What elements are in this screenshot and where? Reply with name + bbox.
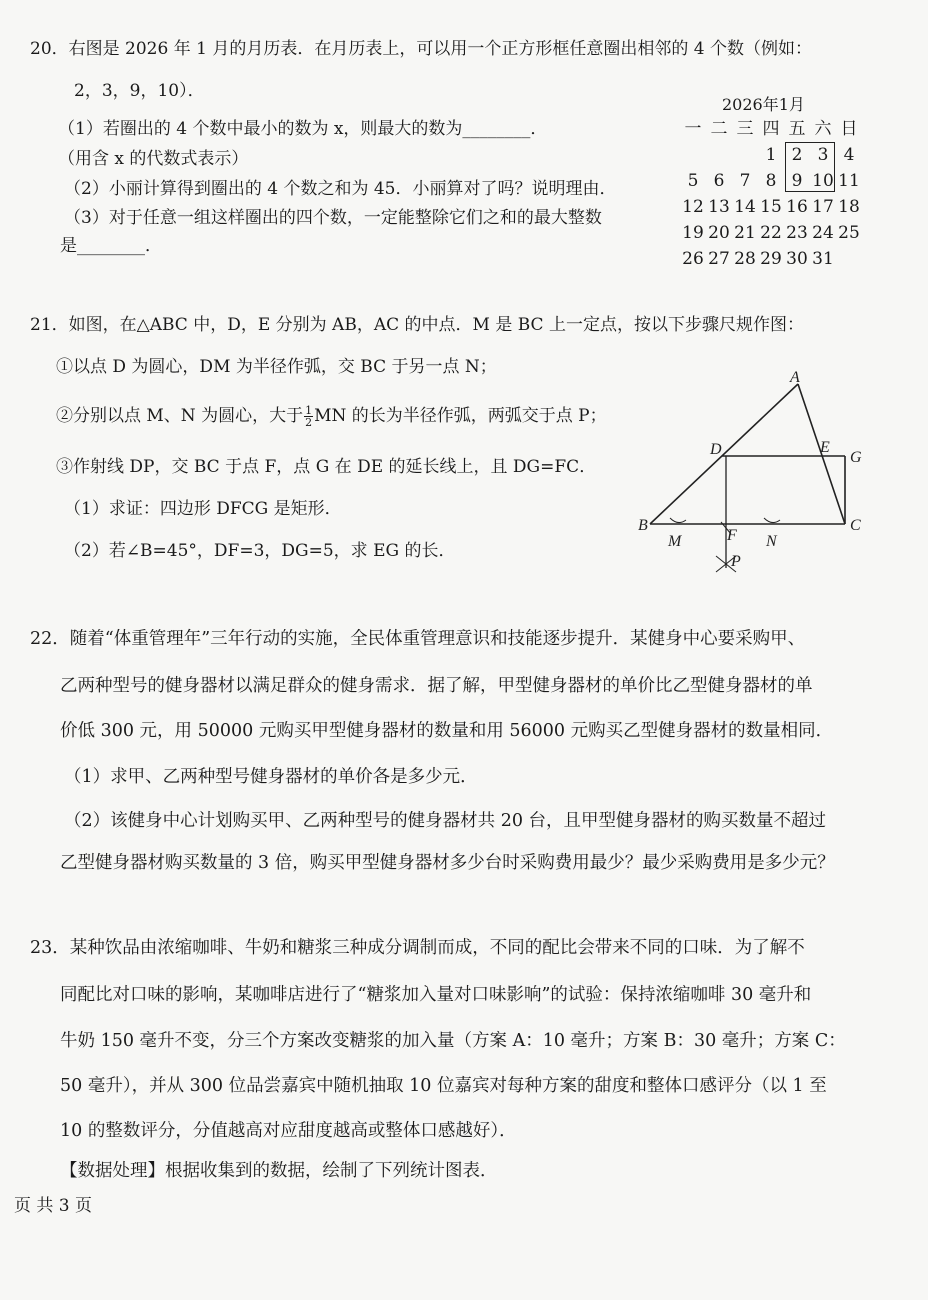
q20-part1: （1）若圈出的 4 个数中最小的数为 x，则最大的数为________． xyxy=(58,119,548,139)
label-b: B xyxy=(638,517,648,534)
label-f: F xyxy=(727,527,737,544)
segment-ab xyxy=(650,384,798,524)
day-cell: 2 xyxy=(791,145,803,165)
q20-part3: （3）对于任意一组这样圈出的四个数，一定能整除它们之和的最大整数 xyxy=(64,208,602,228)
day-cell: 17 xyxy=(812,197,834,217)
q21-step1: ①以点 D 为圆心，DM 为半径作弧，交 BC 于另一点 N； xyxy=(56,357,497,377)
day-cell: 14 xyxy=(734,197,756,217)
day-cell: 28 xyxy=(734,249,756,269)
day-cell: 5 xyxy=(687,171,699,191)
day-cell: 9 xyxy=(791,171,803,191)
day-cell: 12 xyxy=(682,197,704,217)
day-cell: 18 xyxy=(838,197,860,217)
q21-part1: （1）求证：四边形 DFCG 是矩形． xyxy=(64,499,342,519)
day-cell: 30 xyxy=(786,249,808,269)
label-n: N xyxy=(766,533,777,550)
q21-step2-start: ②分别以点 M、N 为圆心，大于 xyxy=(56,406,304,426)
q23-stem-line4: 50 毫升），并从 300 位品尝嘉宾中随机抽取 10 位嘉宾对每种方案的甜度和整体口感评分（以 1 至 xyxy=(60,1076,827,1096)
weekday-cell: 五 xyxy=(788,119,806,139)
day-cell: 24 xyxy=(812,223,834,243)
q23-stem-line2: 同配比对口味的影响，某咖啡店进行了“糖浆加入量对口味影响”的试验：保持浓缩咖啡 30 毫升和 xyxy=(60,985,812,1005)
day-cell: 11 xyxy=(838,171,860,191)
weekday-cell: 六 xyxy=(814,119,832,139)
day-cell: 27 xyxy=(708,249,730,269)
q21-stem: 21．如图，在△ABC 中，D，E 分别为 AB，AC 的中点．M 是 BC 上一定点，按以下步骤尺规作图： xyxy=(30,315,804,335)
label-e: E xyxy=(820,439,830,456)
day-cell: 1 xyxy=(765,145,777,165)
q22-stem-line2: 乙两种型号的健身器材以满足群众的健身需求．据了解，甲型健身器材的单价比乙型健身器材的单 xyxy=(60,676,813,696)
q20-part3-cont: 是________． xyxy=(60,236,162,256)
weekday-cell: 日 xyxy=(840,119,858,139)
day-cell: 3 xyxy=(817,145,829,165)
label-a: A xyxy=(790,369,800,386)
day-cell: 6 xyxy=(713,171,725,191)
q22-part1: （1）求甲、乙两种型号健身器材的单价各是多少元． xyxy=(64,767,478,787)
q21-step2 xyxy=(56,405,607,428)
label-c: C xyxy=(850,517,861,534)
day-cell: 25 xyxy=(838,223,860,243)
q22-part2-cont: 乙型健身器材购买数量的 3 倍，购买甲型健身器材多少台时采购费用最少？最少采购费用是多少元？ xyxy=(60,853,835,873)
arc-n xyxy=(764,518,780,523)
label-d: D xyxy=(710,441,722,458)
day-cell: 26 xyxy=(682,249,704,269)
q23-stem-line3: 牛奶 150 毫升不变，分三个方案改变糖浆的加入量（方案 A：10 毫升；方案 B：30 毫升；方案 C： xyxy=(60,1031,846,1051)
day-cell: 23 xyxy=(786,223,808,243)
q21-geometry-figure xyxy=(630,368,870,578)
day-cell: 29 xyxy=(760,249,782,269)
label-m: M xyxy=(668,533,682,550)
label-p: P xyxy=(731,553,741,570)
q20-part2: （2）小丽计算得到圈出的 4 个数之和为 45．小丽算对了吗？说明理由． xyxy=(64,179,617,199)
q23-data-processing: 【数据处理】根据收集到的数据，绘制了下列统计图表． xyxy=(60,1161,498,1181)
q22-part2: （2）该健身中心计划购买甲、乙两种型号的健身器材共 20 台，且甲型健身器材的购买数量不超过 xyxy=(64,811,827,831)
q21-step2-end: MN 的长为半径作弧，两弧交于点 P； xyxy=(314,406,607,426)
fraction-denominator: 2 xyxy=(305,416,313,429)
q22-stem-line1: 22．随着“体重管理年”三年行动的实施，全民体重管理意识和技能逐步提升．某健身中心要采购甲、 xyxy=(30,629,806,649)
weekday-cell: 三 xyxy=(736,119,754,139)
label-g: G xyxy=(850,449,862,466)
fraction-numerator: 1 xyxy=(305,404,313,417)
q23-stem-line1: 23．某种饮品由浓缩咖啡、牛奶和糖浆三种成分调制而成，不同的配比会带来不同的口味．为了解不 xyxy=(30,938,805,958)
calendar-title: 2026年1月 xyxy=(722,95,805,114)
day-cell: 22 xyxy=(760,223,782,243)
page-footer: 页 共 3 页 xyxy=(14,1196,93,1216)
day-cell: 19 xyxy=(682,223,704,243)
q23-stem-line5: 10 的整数评分，分值越高对应甜度越高或整体口感越好）． xyxy=(60,1121,517,1141)
day-cell: 8 xyxy=(765,171,777,191)
day-cell: 7 xyxy=(739,171,751,191)
day-cell: 15 xyxy=(760,197,782,217)
q21-step3: ③作射线 DP，交 BC 于点 F，点 G 在 DE 的延长线上，且 DG=FC． xyxy=(56,457,597,477)
weekday-cell: 一 xyxy=(684,119,702,139)
day-cell: 13 xyxy=(708,197,730,217)
q20-part1-note: （用含 x 的代数式表示） xyxy=(58,149,249,169)
q22-stem-line3: 价低 300 元，用 50000 元购买甲型健身器材的数量和用 56000 元购买乙型健身器材的数量相同． xyxy=(60,721,834,741)
day-cell: 4 xyxy=(843,145,855,165)
q21-part2: （2）若∠B=45°，DF=3，DG=5，求 EG 的长． xyxy=(64,541,456,561)
arc-m xyxy=(670,518,686,523)
weekday-cell: 四 xyxy=(762,119,780,139)
calendar-selection-box xyxy=(785,142,835,192)
weekday-cell: 二 xyxy=(710,119,728,139)
day-cell: 31 xyxy=(812,249,834,269)
day-cell: 21 xyxy=(734,223,756,243)
q20-stem-line2: 2，3，9，10）． xyxy=(74,81,205,101)
day-cell: 20 xyxy=(708,223,730,243)
day-cell: 10 xyxy=(812,171,834,191)
day-cell: 16 xyxy=(786,197,808,217)
q20-stem-line1: 20．右图是 2026 年 1 月的月历表．在月历表上，可以用一个正方形框任意圈出相邻的 4 个数（例如： xyxy=(30,39,812,59)
half-fraction xyxy=(304,405,313,428)
